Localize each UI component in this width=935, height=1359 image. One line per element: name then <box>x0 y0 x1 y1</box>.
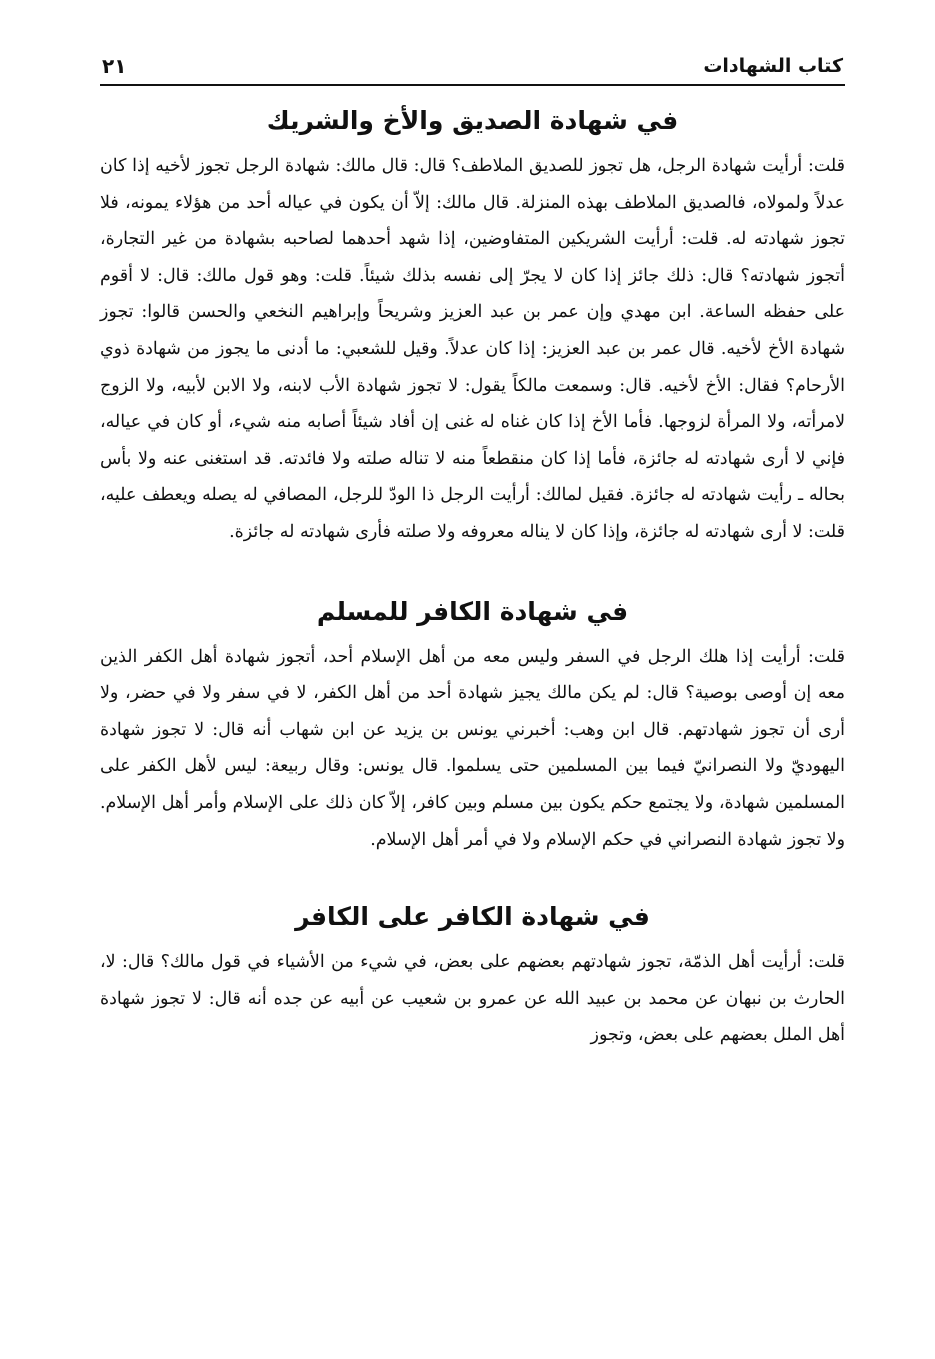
section-body: قلت: أرأيت أهل الذمّة، تجوز شهادتهم بعضهم على بعض، في شيء من الأشياء في قول مالك؟ قال: لا، الحارث بن نبهان عن محمد بن عبيد الله عن عمرو بن شعيب عن أبيه عن جده أنه قال: لا تجوز شهادة أهل الملل بعضهم على بعض، وتجوز <box>100 952 845 1046</box>
page-number: ٢١ <box>102 54 127 78</box>
section-body: قلت: أرأيت إذا هلك الرجل في السفر وليس معه من أهل الإسلام أحد، أتجوز شهادة أهل الكفر الذين معه إن أوصى بوصية؟ قال: لم يكن مالك يجيز شهادة أحد من أهل الكفر، لا في سفر ولا في حضر، ولا أرى أن تجوز شهادتهم. قال ابن وهب: أخبرني يونس بن يزيد عن ابن شهاب أنه قال: لا تجوز شهادة اليهوديّ ولا النصرانيّ فيما بين المسلمين حتى يسلموا. قال يونس: وقال ربيعة: ليس لأهل الكفر على المسلمين شهادة، ولا يجتمع حكم يكون بين مسلم وبين كافر، إلاّ كان ذلك على الإسلام وأمر أهل الإسلام. ولا تجوز شهادة النصراني في حكم الإسلام ولا في أمر أهل الإسلام. <box>100 646 845 850</box>
section-disbeliever-for-muslim <box>100 591 845 859</box>
section-body: قلت: أرأيت شهادة الرجل، هل تجوز للصديق الملاطف؟ قال: قال مالك: شهادة الرجل تجوز لأخيه إذا كان عدلاً ولمولاه، فالصديق الملاطف بهذه المنزلة. قال مالك: إلاّ أن يكون في عياله أحد من هؤلاء يمونه، فلا تجوز شهادته له. قلت: أرأيت الشريكين المتفاوضين، إذا شهد أحدهما لصاحبه بشهادة من غير التجارة، أتجوز شهادته؟ قال: ذلك جائز إذا كان لا يجرّ إلى نفسه بذلك شيئاً. قلت: وهو قول مالك: قال: لا أقوم على حفظه الساعة. ابن مهدي وإن عمر بن عبد العزيز وشريحاً وإبراهيم النخعي والحسن قالوا: تجوز شهادة الأخ لأخيه. قال عمر بن عبد العزيز: إذا كان عدلاً. وقيل للشعبي: ما أدنى ما يجوز من شهادة ذوي الأرحام؟ فقال: الأخ لأخيه. قال: وسمعت مالكاً يقول: لا تجوز شهادة الأب لابنه، ولا الابن لأبيه، ولا الزوج لامرأته، ولا المرأة لزوجها. فأما الأخ إذا كان غناه له غنى إن أفاد شيئاً أصابه منه شيء، أو كان في عياله، فإني لا أرى شهادته له جائزة، فأما إذا كان منقطعاً منه لا تناله صلته ولا فائدته. قد استغنى عنه ولا بأس بحاله ـ رأيت شهادته له جائزة. فقيل لمالك: أرأيت الرجل ذا الودّ للرجل، المصافي له يصله ويعطف عليه، قلت: لا أرى شهادته له جائزة، وإذا كان لا يناله معروفه ولا صلته فأرى شهادته له جائزة. <box>100 156 845 542</box>
running-header <box>100 52 845 86</box>
section-title: في شهادة الكافر على الكافر <box>295 902 650 932</box>
book-title: كتاب الشهادات <box>703 55 843 77</box>
section-title: في شهادة الكافر للمسلم <box>316 596 629 626</box>
section-friend-brother-partner <box>100 100 845 551</box>
section-disbeliever-against-disbeliever <box>100 896 845 1054</box>
book-page <box>100 52 845 1054</box>
section-title: في شهادة الصديق والأخ والشريك <box>266 106 679 135</box>
